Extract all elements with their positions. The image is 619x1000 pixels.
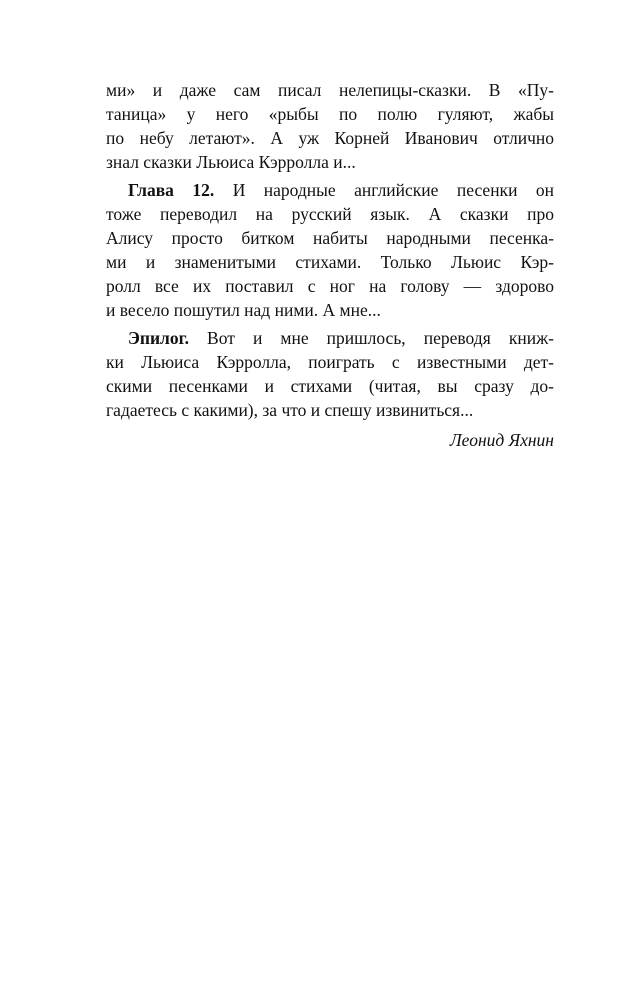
text-line: по небу летают». А уж Корней Иванович отлично: [106, 128, 554, 148]
text-line: скими песенками и стихами (читая, вы сразу до-: [106, 376, 554, 396]
text-line-with-heading: [106, 326, 554, 350]
text-line: ми и знаменитыми стихами. Только Льюис Кэр-: [106, 252, 554, 272]
chapter-heading: Глава 12.: [128, 180, 215, 200]
text-line: ки Льюиса Кэрролла, поиграть с известными дет-: [106, 352, 554, 372]
text-line: знал сказки Льюиса Кэрролла и...: [106, 152, 356, 172]
text-line: таница» у него «рыбы по полю гуляют, жабы: [106, 104, 554, 124]
author-signature: Леонид Яхнин: [449, 430, 554, 450]
paragraph-epilogue: [106, 326, 554, 422]
paragraph-chapter-12: [106, 178, 554, 322]
text-line: ми» и даже сам писал нелепицы-сказки. В «Пу-: [106, 80, 554, 100]
text-line: гадаетесь с какими), за что и спешу извиниться...: [106, 400, 474, 420]
paragraph-intro-continuation: [106, 78, 554, 174]
text-line-with-heading: [106, 178, 554, 202]
epilogue-heading: Эпилог.: [128, 328, 189, 348]
text-line-rest: Вот и мне пришлось, переводя книж-: [188, 328, 554, 348]
text-line: Алису просто битком набиты народными песенка-: [106, 228, 554, 248]
book-page: [106, 78, 554, 452]
text-line-rest: И народные английские песенки он: [214, 180, 554, 200]
text-line: тоже переводил на русский язык. А сказки про: [106, 204, 554, 224]
text-line: и весело пошутил над ними. А мне...: [106, 300, 381, 320]
text-line: ролл все их поставил с ног на голову — здорово: [106, 276, 554, 296]
